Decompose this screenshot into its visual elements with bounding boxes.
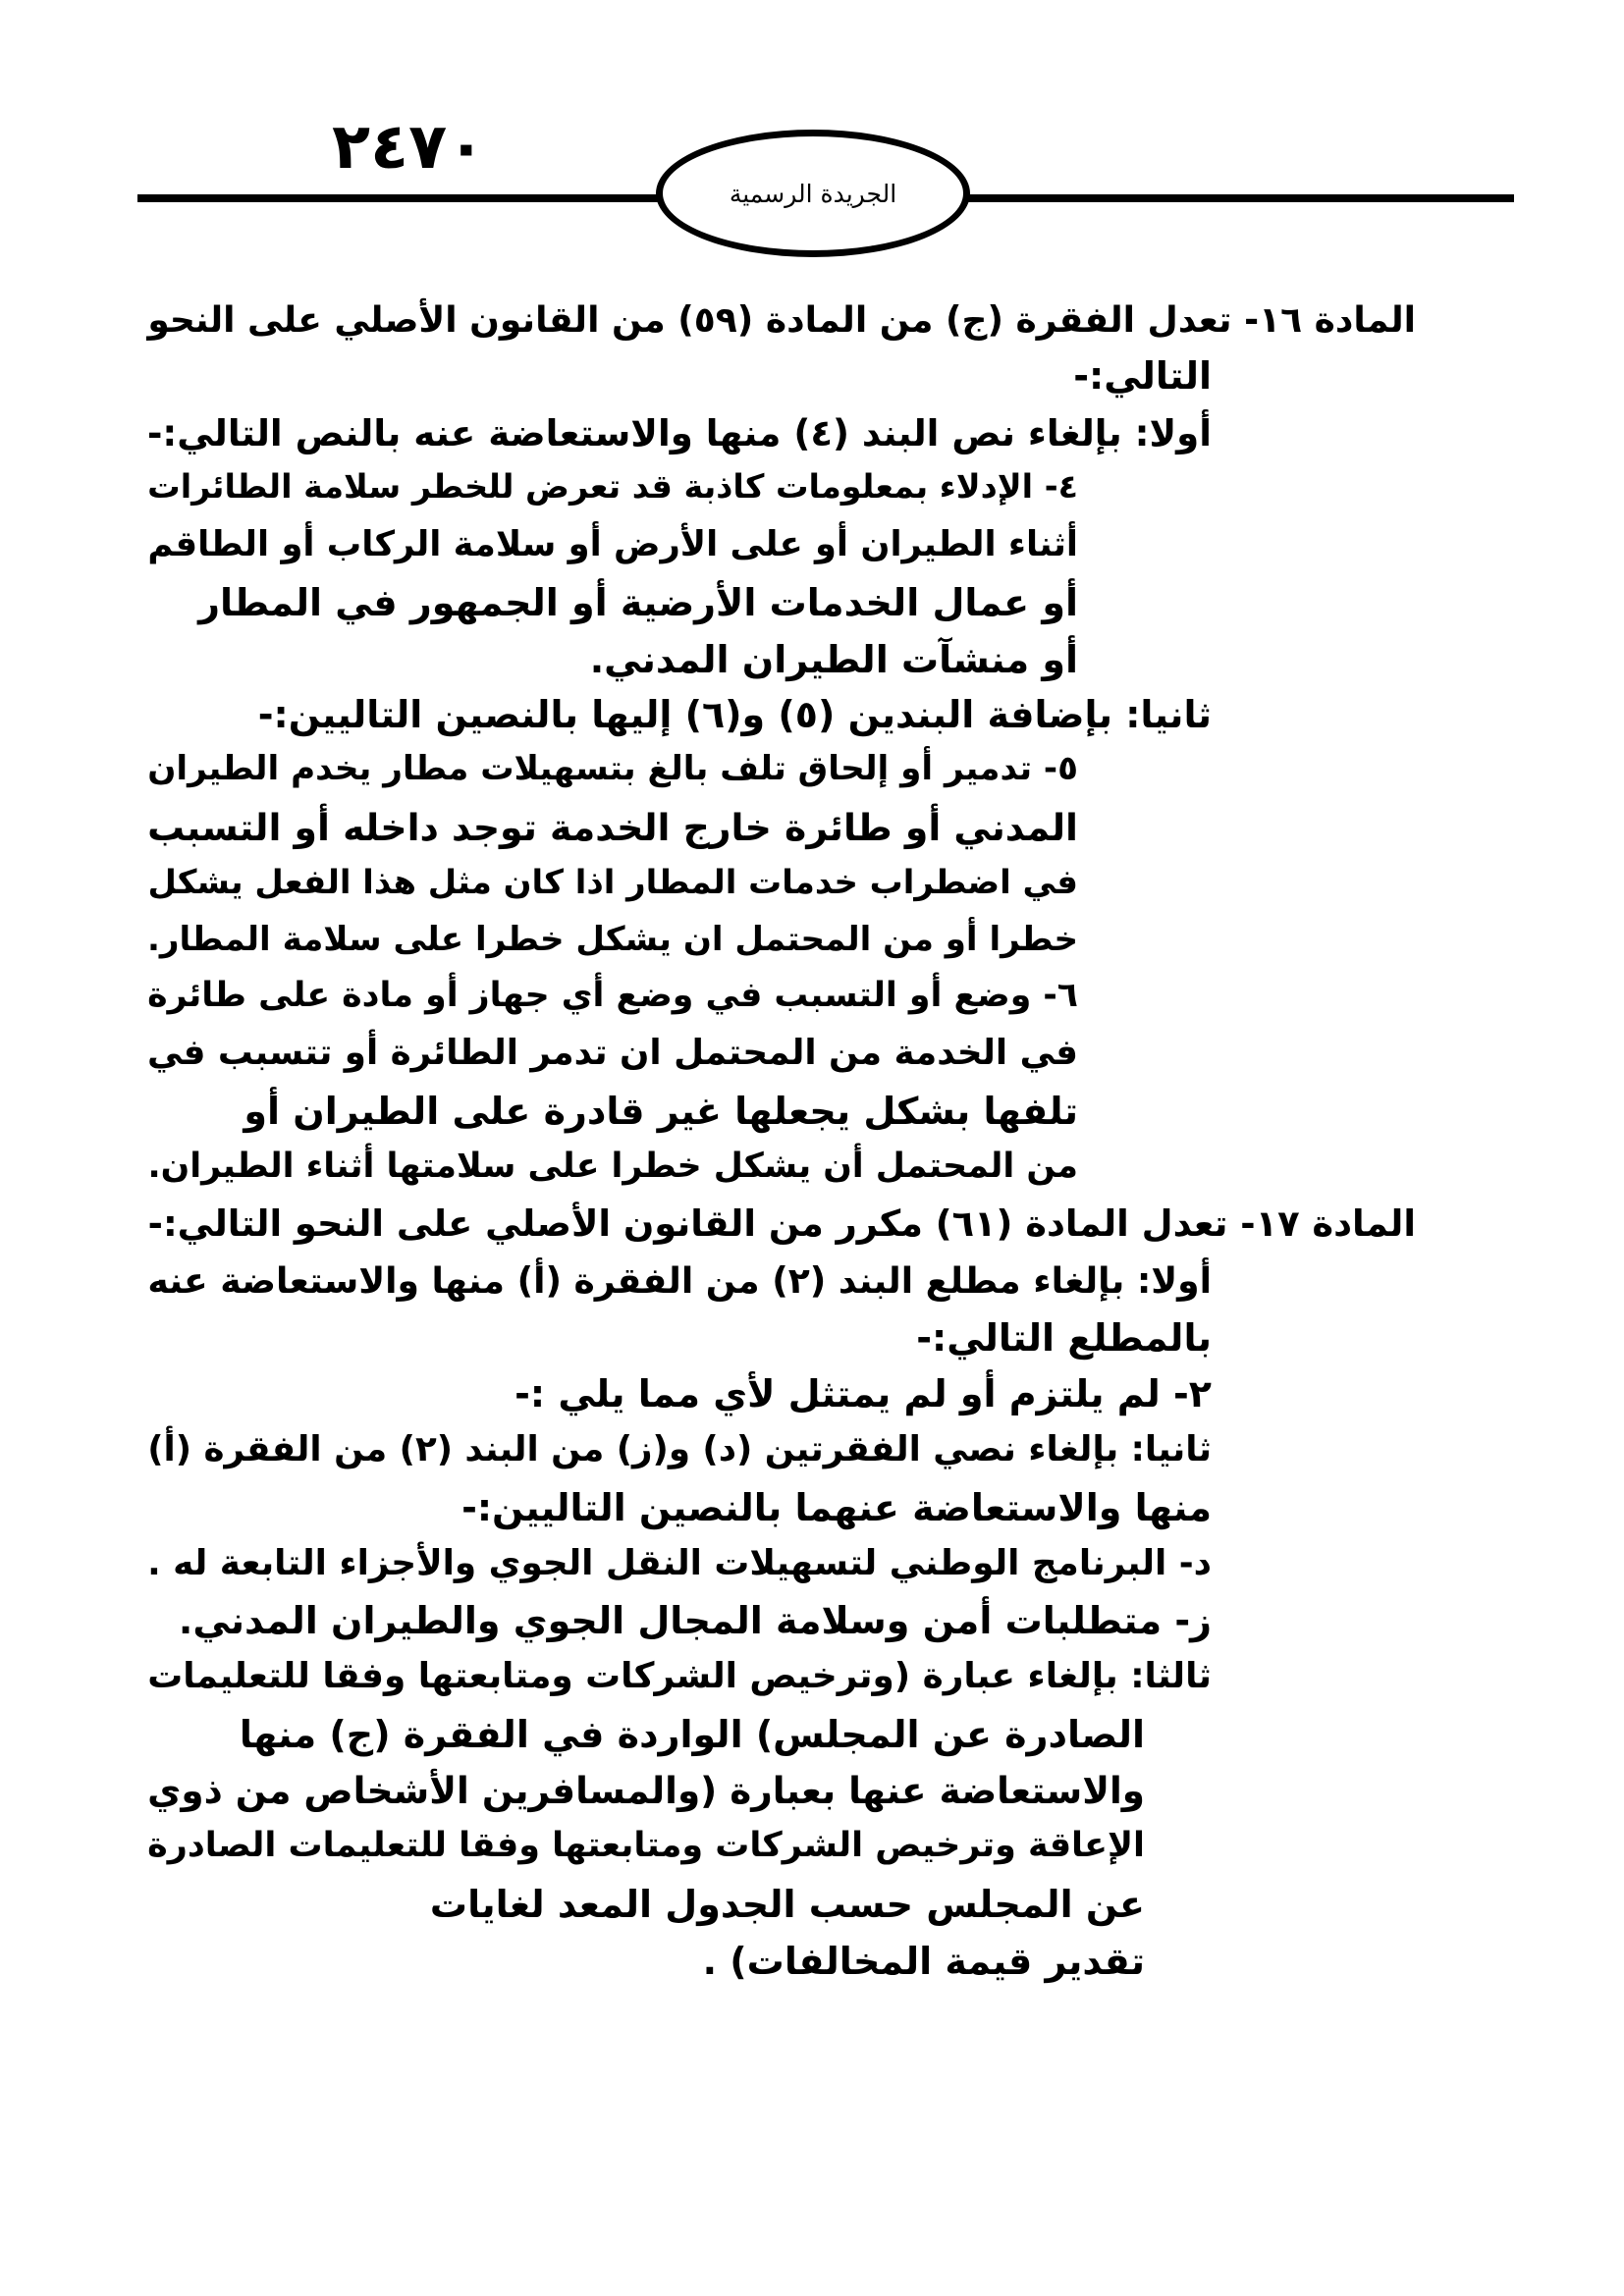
clause-5-line-2: المدني أو طائرة خارج الخدمة توجد داخله أو التسبب	[147, 806, 1078, 849]
clause-4-line-2: أثناء الطيران أو على الأرض أو سلامة الركاب أو الطاقم	[147, 524, 1078, 564]
clause-6-line-1: ٦- وضع أو التسبب في وضع أي جهاز أو مادة على طائرة	[147, 976, 1078, 1015]
article-17-heading: المادة ١٧- تعدل المادة (٦١) مكرر من القانون الأصلي على النحو التالي:-	[147, 1202, 1416, 1245]
article-17-item-1-cont: بالمطلع التالي:-	[916, 1316, 1212, 1360]
clause-4-line-1: ٤- الإدلاء بمعلومات كاذبة قد تعرض للخطر سلامة الطائرات	[147, 467, 1078, 506]
clause-4-line-4: أو منشآت الطيران المدني.	[589, 638, 1078, 681]
article-17-item-3-cont-4: عن المجلس حسب الجدول المعد لغايات	[429, 1883, 1145, 1926]
article-16-item-1: أولا: بإلغاء نص البند (٤) منها والاستعاضة عنه بالنص التالي:-	[147, 412, 1212, 454]
article-16-heading: المادة ١٦- تعدل الفقرة (ج) من المادة (٥٩) من القانون الأصلي على النحو	[147, 299, 1416, 341]
article-17-item-3: ثالثا: بإلغاء عبارة (وترخيص الشركات ومتابعتها وفقا للتعليمات	[147, 1656, 1212, 1696]
article-17-item-3-cont-3: الإعاقة وترخيص الشركات ومتابعتها وفقا للتعليمات الصادرة	[147, 1826, 1145, 1865]
article-16-heading-cont: التالي:-	[1073, 354, 1212, 398]
clause-5-line-3: في اضطراب خدمات المطار اذا كان مثل هذا الفعل يشكل	[147, 863, 1078, 901]
clause-4-line-3: أو عمال الخدمات الأرضية أو الجمهور في المطار	[198, 581, 1078, 624]
article-17-item-3-cont-1: الصادرة عن المجلس) الواردة في الفقرة (ج) منها	[239, 1713, 1145, 1756]
clause-6-line-2: في الخدمة من المحتمل ان تدمر الطائرة أو تتسبب في	[147, 1033, 1078, 1073]
clause-5-line-1: ٥- تدمير أو إلحاق تلف بالغ بتسهيلات مطار يخدم الطيران	[147, 749, 1078, 788]
clause-6-line-3: تلفها بشكل يجعلها غير قادرة على الطيران أو	[244, 1090, 1078, 1133]
article-17-item-2-cont: منها والاستعاضة عنهما بالنصين التاليين:-	[461, 1486, 1212, 1529]
gazette-title: الجريدة الرسمية	[729, 179, 897, 208]
header-oval	[656, 130, 970, 257]
article-17-item-3-cont-5: تقدير قيمة المخالفات) .	[702, 1940, 1145, 1983]
clause-2-text: ٢- لم يلتزم أو لم يمتثل لأي مما يلي :-	[514, 1372, 1212, 1415]
clause-5-line-4: خطرا أو من المحتمل ان يشكل خطرا على سلامة المطار.	[146, 920, 1078, 959]
article-17-item-3-cont-2: والاستعاضة عنها بعبارة (والمسافرين الأشخاص من ذوي	[147, 1769, 1145, 1812]
clause-d-text: د- البرنامج الوطني لتسهيلات النقل الجوي والأجزاء التابعة له .	[147, 1543, 1212, 1583]
clause-z-text: ز- متطلبات أمن وسلامة المجال الجوي والطيران المدني.	[178, 1599, 1212, 1642]
clause-6-line-4: من المحتمل أن يشكل خطرا على سلامتها أثناء الطيران.	[147, 1147, 1078, 1186]
article-16-item-2: ثانيا: بإضافة البندين (٥) و(٦) إليها بالنصين التاليين:-	[257, 693, 1212, 736]
article-17-item-1: أولا: بإلغاء مطلع البند (٢) من الفقرة (أ) منها والاستعاضة عنه	[147, 1259, 1212, 1302]
page-number: ٢٤٧٠	[332, 111, 486, 184]
article-17-item-2: ثانيا: بإلغاء نصي الفقرتين (د) و(ز) من البند (٢) من الفقرة (أ)	[147, 1429, 1212, 1469]
